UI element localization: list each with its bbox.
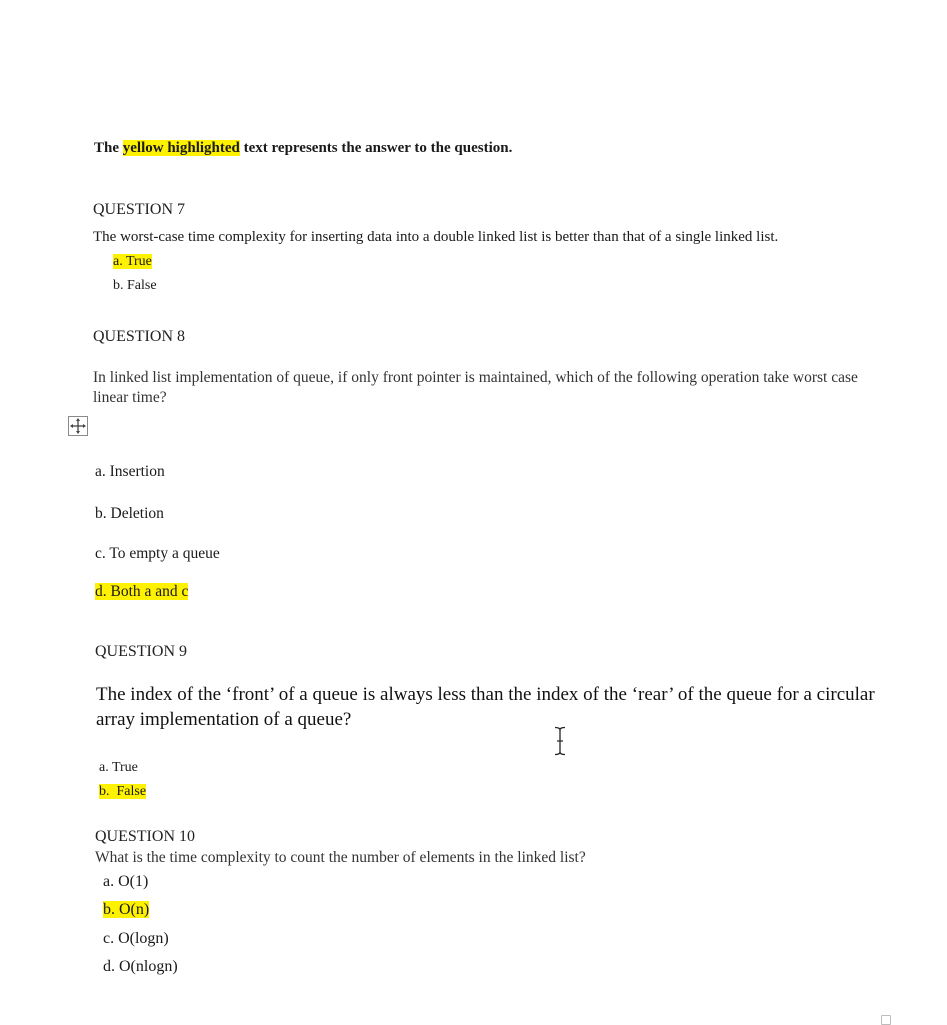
option-label: b. O(n) [103,901,150,918]
option-label: a. O(1) [103,873,149,890]
option-label: a. True [99,760,138,775]
question-7-text: The worst-case time complexity for inserting data into a double linked list is better than that of a single linked list. [93,229,779,245]
intro-suffix: text represents the answer to the question. [239,140,513,156]
option-label: a. Insertion [95,463,165,480]
question-10-option-c[interactable] [103,930,169,948]
option-label: c. O(logn) [103,930,169,947]
question-10-text: What is the time complexity to count the number of elements in the linked list? [95,849,586,866]
intro-line [94,140,512,157]
option-label: d. Both a and c [95,583,189,600]
option-label: a. True [113,254,152,269]
question-9-option-b[interactable] [99,784,146,800]
question-10-option-b[interactable] [103,901,149,919]
move-handle-icon[interactable] [68,416,88,436]
question-10-option-d[interactable] [103,958,178,976]
question-8-option-b[interactable] [95,505,164,523]
option-label: b. False [113,278,157,293]
option-label: c. To empty a queue [95,545,220,562]
option-label: d. O(nlogn) [103,958,178,975]
intro-prefix: The [94,140,123,156]
question-10-option-a[interactable] [103,873,148,891]
question-7-option-a[interactable] [113,254,152,270]
question-8-heading: QUESTION 8 [93,328,185,345]
question-7-heading: QUESTION 7 [93,201,185,218]
question-7-option-b[interactable] [113,278,157,294]
option-label: b. False [99,784,147,799]
text-cursor-icon [552,726,568,761]
question-8-text: In linked list implementation of queue, if only front pointer is maintained, which of the following operation take worst case linear time? [93,369,858,406]
question-9-option-a[interactable] [99,760,138,776]
question-9-heading: QUESTION 9 [95,643,187,660]
question-8-option-d[interactable] [95,583,188,601]
question-8-option-c[interactable] [95,545,220,563]
question-8-option-a[interactable] [95,463,165,481]
question-10-heading: QUESTION 10 [95,828,195,845]
question-9-text: The index of the ‘front’ of a queue is always less than the index of the ‘rear’ of the queue for a circular array implementation of a queue? [96,684,875,730]
intro-highlight: yellow highlighted [122,140,240,156]
option-label: b. Deletion [95,505,164,522]
